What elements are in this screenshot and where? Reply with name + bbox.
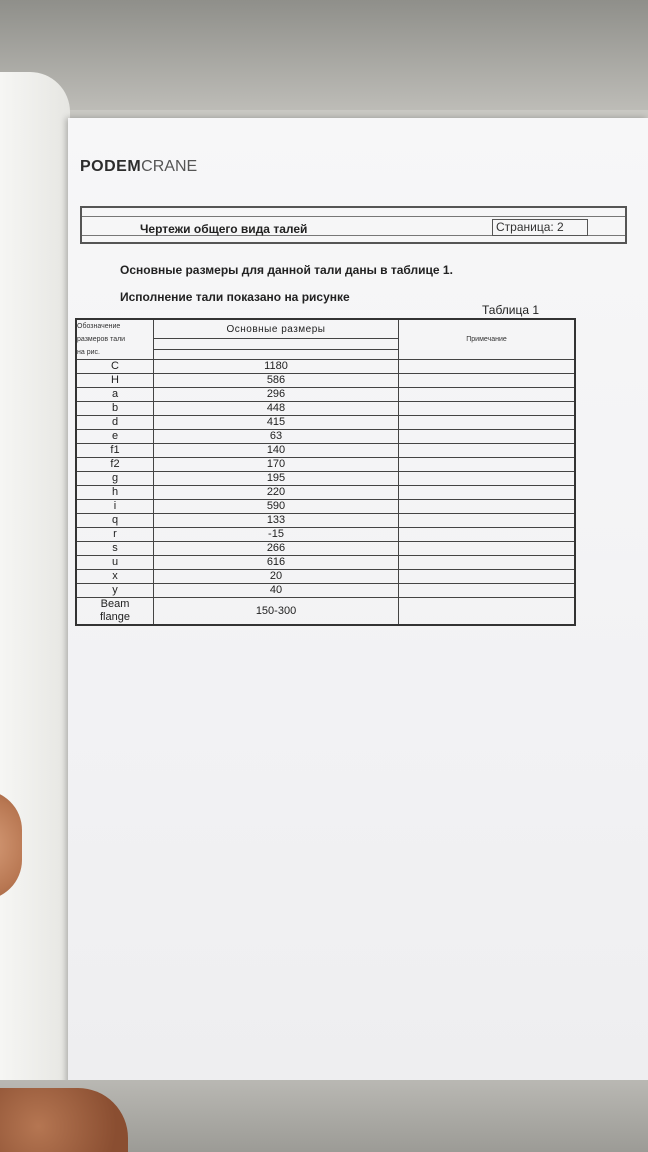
row-note (399, 598, 576, 626)
row-value: 266 (154, 542, 399, 556)
row-symbol: d (76, 416, 154, 430)
row-value: 296 (154, 388, 399, 402)
row-value: 415 (154, 416, 399, 430)
row-note (399, 416, 576, 430)
header-symbol-line3: на рис. (77, 349, 100, 356)
table-row (76, 528, 575, 542)
intro-paragraph: Основные размеры для данной тали даны в таблице 1. (120, 263, 453, 277)
row-symbol: i (76, 500, 154, 514)
row-note (399, 542, 576, 556)
table-row (76, 556, 575, 570)
row-value: 195 (154, 472, 399, 486)
row-symbol-line2: flange (100, 611, 130, 623)
row-symbol: e (76, 430, 154, 444)
row-value: 590 (154, 500, 399, 514)
row-note (399, 388, 576, 402)
logo-part-em: EM (116, 158, 142, 175)
row-symbol: y (76, 584, 154, 598)
row-note (399, 472, 576, 486)
row-note (399, 458, 576, 472)
row-note (399, 570, 576, 584)
row-symbol: b (76, 402, 154, 416)
table-row (76, 472, 575, 486)
row-note (399, 514, 576, 528)
row-symbol: C (76, 360, 154, 374)
row-symbol: H (76, 374, 154, 388)
table-row (76, 430, 575, 444)
execution-paragraph: Исполнение тали показано на рисунке (120, 290, 350, 304)
row-value: 448 (154, 402, 399, 416)
table-row (76, 570, 575, 584)
row-symbol: f2 (76, 458, 154, 472)
header-symbol-cell (76, 319, 154, 360)
row-symbol-line1: Beam (100, 598, 130, 610)
table-row (76, 542, 575, 556)
logo-part-pod: POD (80, 158, 117, 175)
header-note: Примечание (399, 319, 576, 360)
table-row (76, 416, 575, 430)
row-value: 170 (154, 458, 399, 472)
row-note (399, 486, 576, 500)
row-value: 150-300 (154, 598, 399, 626)
row-value: 1180 (154, 360, 399, 374)
header-dimensions: Основные размеры (154, 319, 399, 339)
row-symbol: s (76, 542, 154, 556)
dimensions-table (75, 318, 576, 626)
row-note (399, 430, 576, 444)
row-symbol: g (76, 472, 154, 486)
table-row (76, 514, 575, 528)
row-value: 20 (154, 570, 399, 584)
row-value: 63 (154, 430, 399, 444)
row-symbol: r (76, 528, 154, 542)
table-body (76, 360, 575, 598)
row-symbol: u (76, 556, 154, 570)
row-symbol: a (76, 388, 154, 402)
row-symbol: q (76, 514, 154, 528)
table-row (76, 402, 575, 416)
row-note (399, 444, 576, 458)
table-row (76, 374, 575, 388)
row-symbol: x (76, 570, 154, 584)
row-value: 220 (154, 486, 399, 500)
row-note (399, 374, 576, 388)
table-row (76, 500, 575, 514)
header-subrow (154, 339, 399, 349)
table-row (76, 458, 575, 472)
table-row (76, 444, 575, 458)
header-box (80, 206, 627, 244)
row-value: 40 (154, 584, 399, 598)
table-row (76, 598, 575, 626)
table-caption: Таблица 1 (482, 303, 540, 317)
company-logo (80, 158, 197, 176)
logo-part-crane: CRANE (141, 158, 198, 175)
row-value: 140 (154, 444, 399, 458)
header-symbol-line2: размеров тали (77, 336, 126, 343)
row-note (399, 556, 576, 570)
row-value: 616 (154, 556, 399, 570)
row-note (399, 584, 576, 598)
table-row (76, 486, 575, 500)
row-note (399, 402, 576, 416)
row-value: 133 (154, 514, 399, 528)
row-symbol (76, 598, 154, 626)
row-value: 586 (154, 374, 399, 388)
background-top (0, 0, 648, 110)
row-note (399, 500, 576, 514)
row-symbol: f1 (76, 444, 154, 458)
header-symbol-line1: Обозначение (77, 323, 121, 330)
table-row (76, 360, 575, 374)
row-value: -15 (154, 528, 399, 542)
document-title: Чертежи общего вида талей (140, 222, 308, 236)
row-note (399, 360, 576, 374)
row-note (399, 528, 576, 542)
table-row (76, 584, 575, 598)
row-symbol: h (76, 486, 154, 500)
underlying-page-edge (0, 72, 70, 1102)
table-row (76, 388, 575, 402)
header-rule-top (82, 216, 625, 217)
header-subrow (154, 349, 399, 359)
page-number-label: Страница: 2 (492, 219, 588, 236)
